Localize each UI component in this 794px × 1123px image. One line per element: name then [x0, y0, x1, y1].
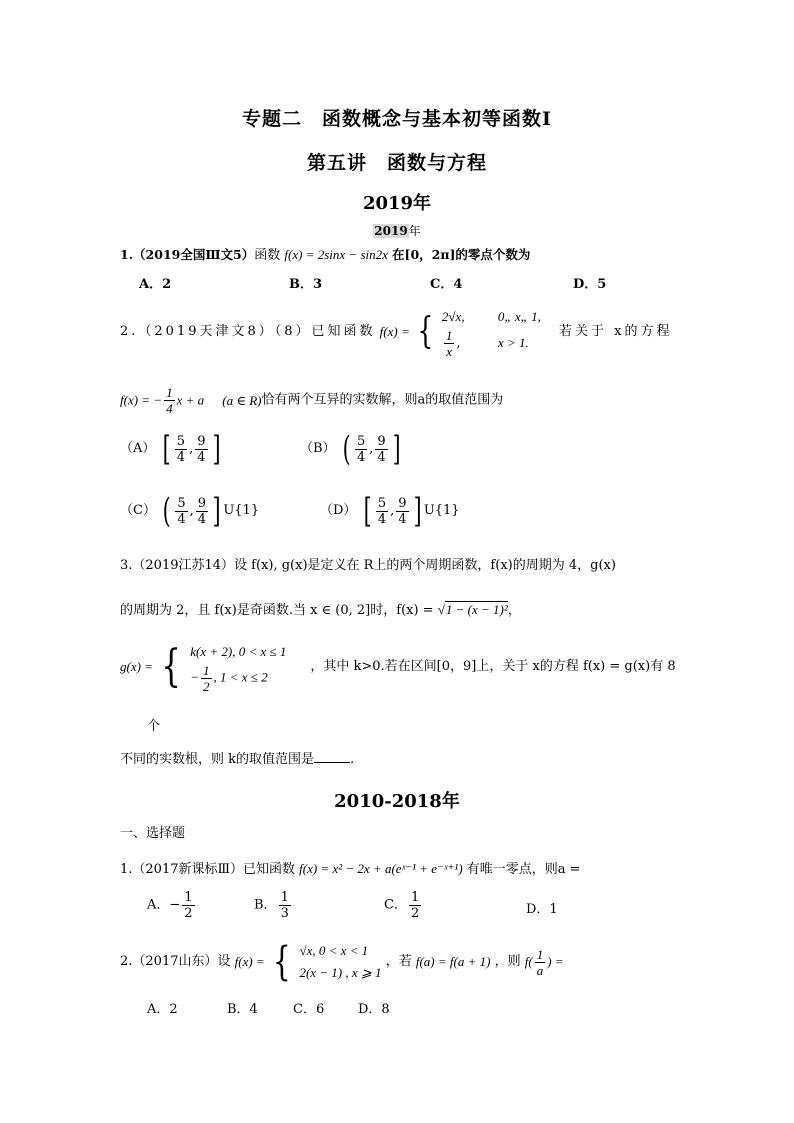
q2-c-frac-2: $\frac{9}{4}$: [197, 495, 207, 527]
q3-sqrt: √1 − (x − 1)²: [437, 602, 508, 617]
section-part-title: 一、选择题: [120, 826, 186, 841]
q3-line-5: 不同的实数根，则 k的取值范围是 .: [120, 752, 355, 767]
q3-line-4: 个: [147, 719, 161, 734]
q1-option-b: B．3: [289, 277, 323, 292]
year-suffix: 年: [408, 224, 421, 238]
q5-ask-pre: f(: [524, 954, 533, 969]
q2-c-frac-1: $\frac{5}{4}$: [177, 495, 186, 527]
q5-ask-frac: $\frac{1}{a}$: [536, 946, 544, 978]
q5-mid: ，若: [385, 954, 412, 969]
q4-line: [120, 860, 581, 879]
q4-option-b: B． $\frac{1}{3}$: [254, 890, 289, 921]
q1-label: 1.（2019全国Ⅲ文5）: [120, 247, 255, 262]
question-2: [120, 306, 675, 358]
q2-eq-domain: (a ∈ R): [222, 392, 262, 408]
q4-option-c: C． $\frac{1}{2}$: [384, 890, 420, 921]
q3-line-3: ，其中 k>0.若在区间[0，9]上，关于 x的方程 f(x) = g(x)有 8: [310, 659, 676, 674]
q4-tail: 有唯一零点，则a =: [466, 862, 581, 877]
q3-case2: − $\frac{1}{2}$ , 1 < x ≤ 2: [190, 663, 268, 694]
year-heading-2010-2018: 2010-2018年: [334, 791, 460, 812]
q3-case1: k(x + 2), 0 < x ≤ 1: [190, 644, 287, 659]
q4-option-d: D．1: [526, 902, 558, 917]
q3-gx-definition: [120, 641, 676, 693]
q1-text-b: 在[0，2π]的零点个数为: [392, 247, 531, 262]
q2-case1-expr: 2√x,: [441, 309, 465, 324]
q2-option-c: （C） ( $\frac{5}{4}$ , $\frac{9}{4}$ ] U{1}: [120, 491, 260, 531]
q2-case1-cond: 0„ x„ 1,: [497, 309, 541, 324]
q5-option-d: D．8: [358, 1002, 390, 1017]
q4-label: 1.（2017新课标Ⅲ）已知函数: [120, 862, 296, 877]
q1-option-c: C．4: [430, 277, 463, 292]
q3-line2-b: ，: [507, 603, 521, 618]
q5-piecewise: [299, 940, 381, 984]
q2-piecewise: 2√x, 0„ x„ 1, $\frac{1}{x}$ , x > 1.: [442, 306, 541, 358]
q2-equation-line: [120, 385, 503, 416]
q2-a-frac-2: $\frac{9}{4}$: [197, 433, 206, 465]
q5-ask-post: ) =: [547, 954, 564, 969]
q4-option-a: A．− $\frac{1}{2}$: [147, 890, 193, 921]
q2-option-d: （D） [ $\frac{5}{4}$ , $\frac{9}{4}$ ] U{1}: [320, 491, 460, 531]
year-subheading: [0, 222, 794, 239]
q2-b-frac-2: $\frac{9}{4}$: [377, 433, 386, 465]
q5-cond: f(a) = f(a + 1): [415, 954, 491, 969]
q2-case2-frac: $\frac{1}{x}$: [445, 328, 453, 359]
q2-d-frac-2: $\frac{9}{4}$: [398, 495, 407, 527]
q5-line: [120, 940, 564, 984]
question-1: [120, 246, 530, 265]
q2-option-a: （A） [ $\frac{5}{4}$ , $\frac{9}{4}$ ]: [120, 429, 221, 469]
q2-label: 2.（2019天津文8）（8）已知函数: [120, 324, 376, 339]
q1-formula: f(x) = 2sinx − sin2x: [284, 247, 388, 262]
q2-b-frac-1: $\frac{5}{4}$: [356, 433, 366, 465]
year-highlight: 2019: [374, 224, 408, 238]
q3-piecewise: [190, 641, 302, 693]
q1-option-d: D．5: [573, 277, 607, 292]
q5-option-c: C．6: [293, 1002, 325, 1017]
q3-line-1: 3.（2019江苏14）设 f(x), g(x)是定义在 R上的两个周期函数，f(x)的周期为 4，g(x): [120, 558, 616, 573]
q5-mid2: ，则: [494, 954, 521, 969]
topic-title: 专题二 函数概念与基本初等函数Ⅰ: [242, 108, 552, 130]
q5-fx: f(x) =: [234, 954, 265, 969]
q5-brace: {: [272, 939, 291, 985]
q2-tail: 若关于 x的方程: [559, 324, 673, 339]
q2-eq-frac: $\frac{1}{4}$: [166, 385, 173, 416]
q5-option-b: B．4: [227, 1002, 258, 1017]
q5-label: 2.（2017山东）设: [120, 954, 231, 969]
year-heading-2019: 2019年: [362, 193, 432, 214]
q2-eq-text: 恰有两个互异的实数解，则a的取值范围为: [261, 392, 504, 408]
q1-text-a: 函数: [254, 248, 281, 263]
q2-d-frac-1: $\frac{5}{4}$: [377, 495, 387, 527]
q2-case2-cond: x > 1.: [497, 335, 529, 350]
q2-a-frac-1: $\frac{5}{4}$: [176, 433, 186, 465]
q5-option-a: A．2: [147, 1002, 178, 1017]
q2-eq-rhs: x + a: [176, 392, 205, 408]
q2-option-b: （B） ( $\frac{5}{4}$ , $\frac{9}{4}$ ]: [300, 429, 401, 469]
q2-eq-lhs: f(x) = −: [120, 392, 163, 408]
q3-answer-blank: [314, 762, 350, 763]
q4-formula: f(x) = x² − 2x + a(eˣ⁻¹ + e⁻ˣ⁺¹): [299, 861, 463, 876]
q3-brace: {: [161, 641, 181, 692]
q2-brace: {: [417, 311, 434, 352]
lecture-title: 第五讲 函数与方程: [306, 152, 487, 174]
q3-gx: g(x) =: [120, 659, 153, 674]
q5-case1: √x, 0 < x < 1: [299, 943, 369, 958]
q1-option-a: A．2: [139, 277, 172, 292]
q3-line2-a: 的周期为 2，且 f(x)是奇函数.当 x ∈ (0, 2]时，f(x) =: [120, 603, 434, 618]
q3-line-2: [120, 601, 521, 620]
q2-fx: f(x) =: [379, 324, 410, 339]
q5-case2: 2(x − 1) , x ⩾ 1: [299, 965, 382, 980]
